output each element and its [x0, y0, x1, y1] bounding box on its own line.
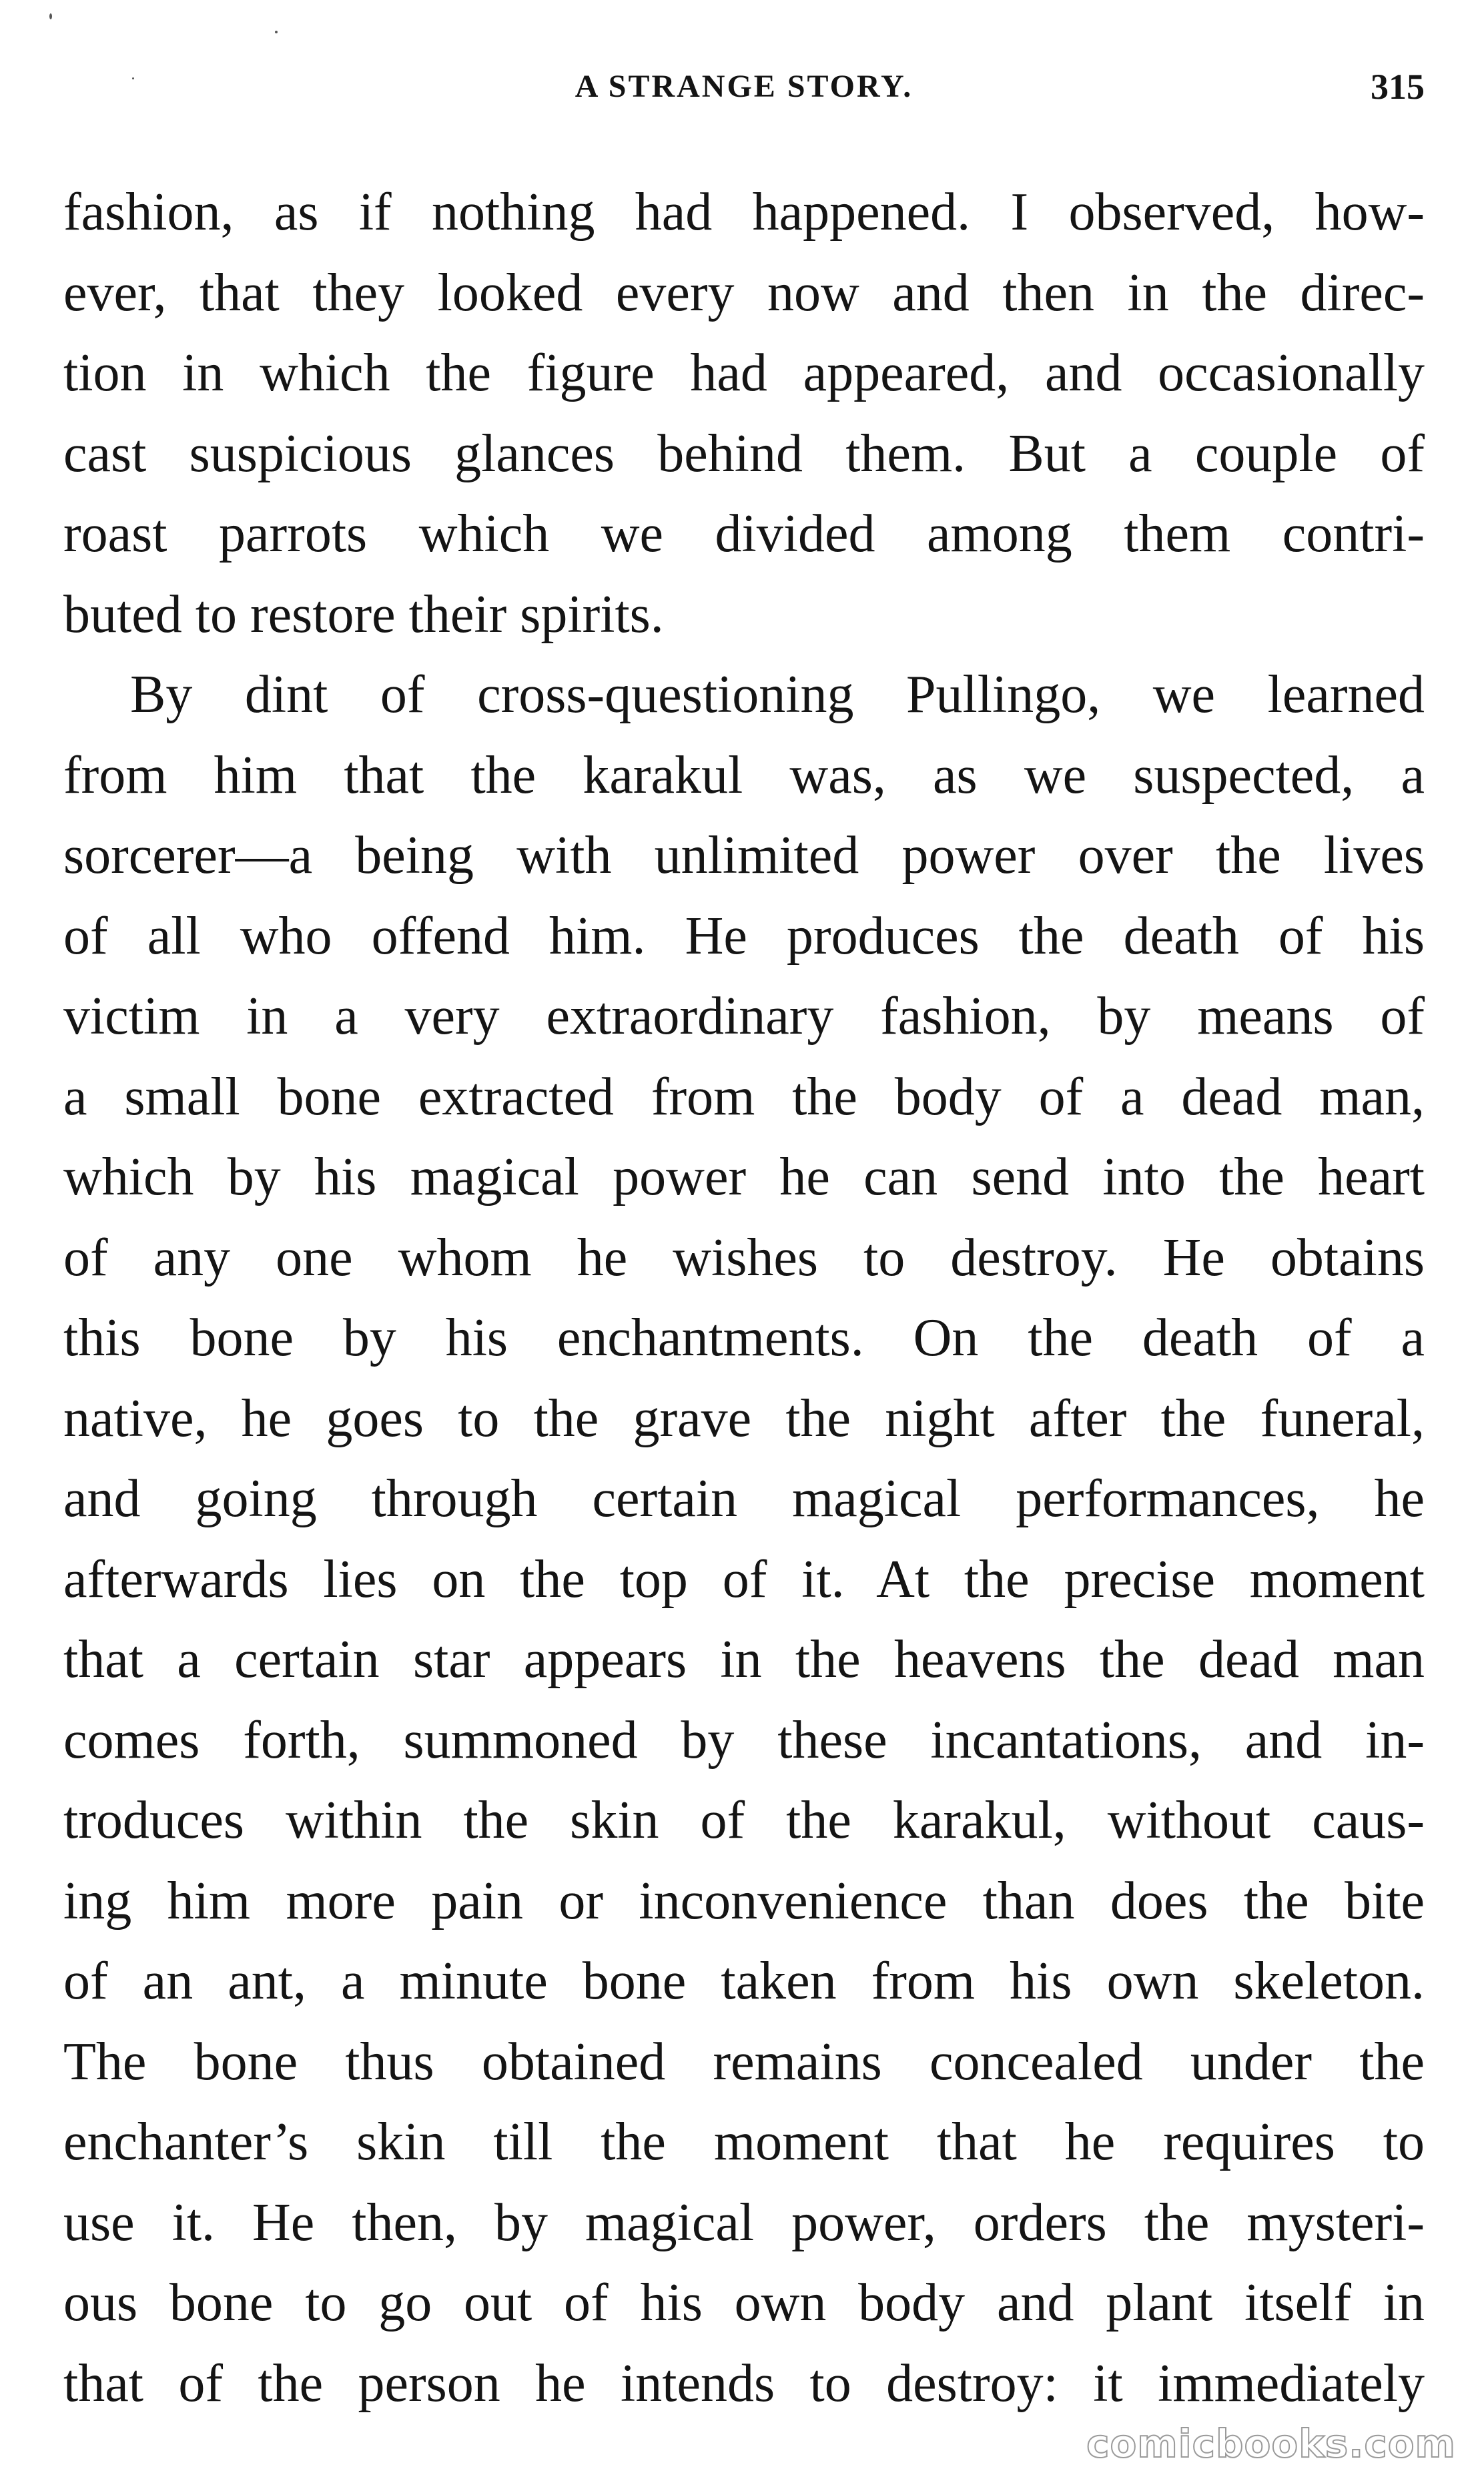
text-line: of any one whom he wishes to destroy. He obtains: [63, 1228, 1425, 1287]
text-line: victim in a very extraordinary fashion, by means of: [63, 987, 1425, 1046]
text-line: The bone thus obtained remains concealed under the: [63, 2032, 1425, 2091]
text-line: this bone by his enchantments. On the death of a: [63, 1309, 1425, 1367]
text-line: use it. He then, by magical power, orders the mysteri-: [63, 2193, 1425, 2252]
text-line: troduces within the skin of the karakul, without caus-: [63, 1791, 1425, 1850]
text-line: afterwards lies on the top of it. At the precise moment: [63, 1549, 1425, 1609]
text-line: of all who offend him. He produces the death of his: [63, 906, 1425, 966]
text-line: fashion, as if nothing had happened. I observed, how-: [63, 183, 1425, 242]
text-line: ever, that they looked every now and then in the direc-: [63, 263, 1425, 322]
page-header: [63, 63, 1425, 110]
text-line: which by his magical power he can send into the heart: [63, 1148, 1425, 1206]
text-line: a small bone extracted from the body of a dead man,: [63, 1067, 1425, 1126]
print-speck: [49, 13, 52, 19]
text-line: from him that the karakul was, as we suspected, a: [63, 745, 1425, 805]
text-line: enchanter’s skin till the moment that he requires to: [63, 2113, 1425, 2171]
text-line: roast parrots which we divided among them contri-: [63, 504, 1425, 563]
text-line: ous bone to go out of his own body and plant itself in: [63, 2273, 1425, 2332]
text-line: buted to restore their spirits.: [63, 585, 664, 644]
text-line: that a certain star appears in the heavens the dead man: [63, 1630, 1425, 1689]
text-line: cast suspicious glances behind them. But a couple of: [63, 424, 1425, 483]
text-line: that of the person he intends to destroy: it immediately: [63, 2354, 1425, 2413]
text-line: ing him more pain or inconvenience than does the bite: [63, 1871, 1425, 1930]
text-line: and going through certain magical performances, he: [63, 1469, 1425, 1528]
text-line: By dint of cross-questioning Pullingo, we learned: [130, 665, 1425, 724]
text-line: comes forth, summoned by these incantations, and in-: [63, 1710, 1425, 1770]
text-line: sorcerer—a being with unlimited power over the lives: [63, 826, 1425, 885]
text-line: native, he goes to the grave the night after the funeral,: [63, 1389, 1425, 1448]
text-line: tion in which the figure had appeared, and occasionally: [63, 344, 1425, 402]
page-number: 315: [1371, 67, 1425, 107]
watermark: comicbooks.com: [1086, 2421, 1456, 2466]
text-line: of an ant, a minute bone taken from his own skeleton.: [63, 1952, 1425, 2011]
running-head: A STRANGE STORY.: [575, 69, 913, 104]
body-text: [63, 172, 1425, 2424]
print-speck: [275, 31, 278, 33]
